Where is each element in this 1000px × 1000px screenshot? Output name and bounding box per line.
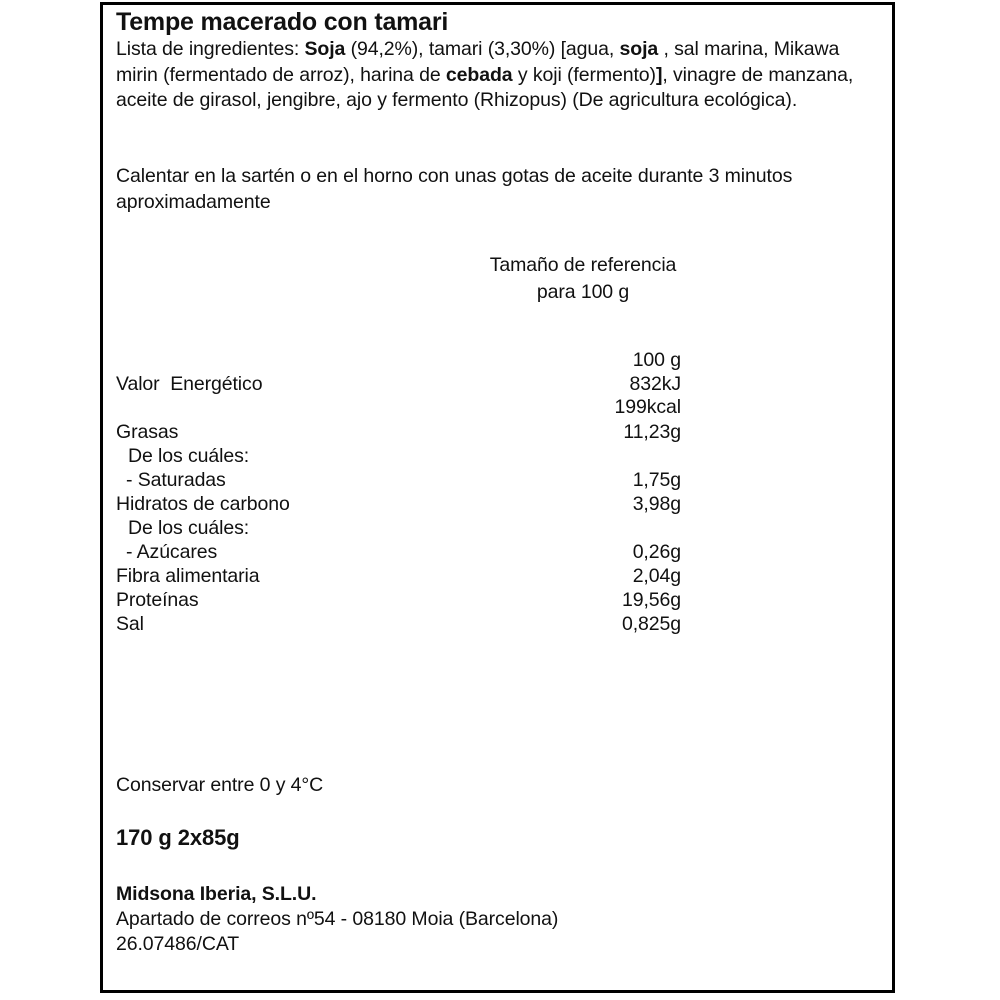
nutrient-label bbox=[116, 396, 486, 420]
table-row bbox=[116, 444, 681, 468]
table-row bbox=[116, 516, 681, 540]
ingredient-bold-cebada: cebada bbox=[445, 63, 513, 86]
company-address: Apartado de correos nº54 - 08180 Moia (Barcelona) bbox=[116, 908, 559, 930]
reference-size-header bbox=[433, 252, 733, 306]
nutrient-label bbox=[116, 349, 486, 373]
table-row bbox=[116, 420, 681, 444]
nutrient-value bbox=[486, 516, 681, 540]
nutrient-value: 11,23g bbox=[623, 420, 681, 443]
table-row bbox=[116, 612, 681, 636]
ingredients-bracket-close: ] bbox=[655, 63, 663, 86]
table-row bbox=[116, 588, 681, 612]
nutrient-value: 0,26g bbox=[632, 540, 681, 563]
page-title: Tempe macerado con tamari bbox=[116, 8, 449, 36]
table-row bbox=[116, 540, 681, 564]
nutrient-value: 100 g bbox=[632, 349, 681, 371]
batch-code: 26.07486/CAT bbox=[116, 933, 240, 955]
nutrition-table bbox=[116, 349, 681, 636]
nutrient-value: 3,98g bbox=[632, 492, 681, 515]
table-row bbox=[116, 564, 681, 588]
nutrient-label: Fibra alimentaria bbox=[116, 564, 260, 587]
nutrient-value: 19,56g bbox=[621, 588, 681, 611]
nutrient-value bbox=[486, 444, 681, 468]
product-label-frame bbox=[100, 2, 895, 993]
ingredients-paragraph bbox=[116, 37, 871, 114]
nutrient-label: - Azúcares bbox=[126, 540, 218, 563]
table-row bbox=[116, 468, 681, 492]
manufacturer-block bbox=[116, 882, 558, 957]
nutrient-label: Proteínas bbox=[116, 588, 199, 611]
nutrient-label: De los cuáles: bbox=[128, 516, 250, 539]
table-row bbox=[116, 373, 681, 397]
nutrient-label: - Saturadas bbox=[126, 468, 226, 491]
table-row bbox=[116, 492, 681, 516]
nutrient-value: 199kcal bbox=[614, 396, 681, 419]
ingredient-bold-soja: Soja bbox=[304, 38, 346, 60]
nutrient-label: Sal bbox=[116, 612, 144, 635]
nutrient-label: Valor Energético bbox=[116, 372, 263, 395]
nutrient-label: Grasas bbox=[116, 420, 179, 443]
nutrition-table-body bbox=[116, 349, 681, 636]
ingredients-prefix: Lista de ingredientes: bbox=[116, 38, 305, 60]
ingredients-segment-1: (94,2%), tamari (3,30%) [agua, bbox=[345, 38, 620, 60]
nutrient-value: 2,04g bbox=[632, 564, 681, 587]
reference-size-line-2: para 100 g bbox=[536, 281, 630, 303]
reference-size-line-1: Tamaño de referencia bbox=[489, 254, 677, 276]
preparation-instructions: Calentar en la sartén o en el horno con unas gotas de aceite durante 3 minutos aproximadamente bbox=[116, 165, 793, 213]
net-weight: 170 g 2x85g bbox=[116, 825, 240, 850]
storage-instructions: Conservar entre 0 y 4°C bbox=[116, 774, 324, 796]
nutrient-label: Hidratos de carbono bbox=[116, 492, 290, 515]
ingredients-segment-2: , sal marina, Mikawa mirin (fermentado de arroz), harina de bbox=[116, 38, 840, 86]
ingredients-segment-3: y koji (fermento) bbox=[512, 63, 656, 86]
company-name: Midsona Iberia, S.L.U. bbox=[116, 883, 317, 905]
table-row bbox=[116, 396, 681, 420]
nutrient-value: 0,825g bbox=[621, 612, 681, 635]
nutrient-value: 1,75g bbox=[632, 468, 681, 491]
nutrient-label: De los cuáles: bbox=[128, 444, 250, 467]
table-row bbox=[116, 349, 681, 373]
ingredients-segment-4: , vinagre de manzana, aceite de girasol, jengibre, ajo y fermento (Rhizopus) (De agricultura ecológica). bbox=[116, 63, 854, 111]
ingredient-bold-soja-2: soja bbox=[619, 38, 659, 60]
nutrient-value: 832kJ bbox=[629, 372, 681, 395]
